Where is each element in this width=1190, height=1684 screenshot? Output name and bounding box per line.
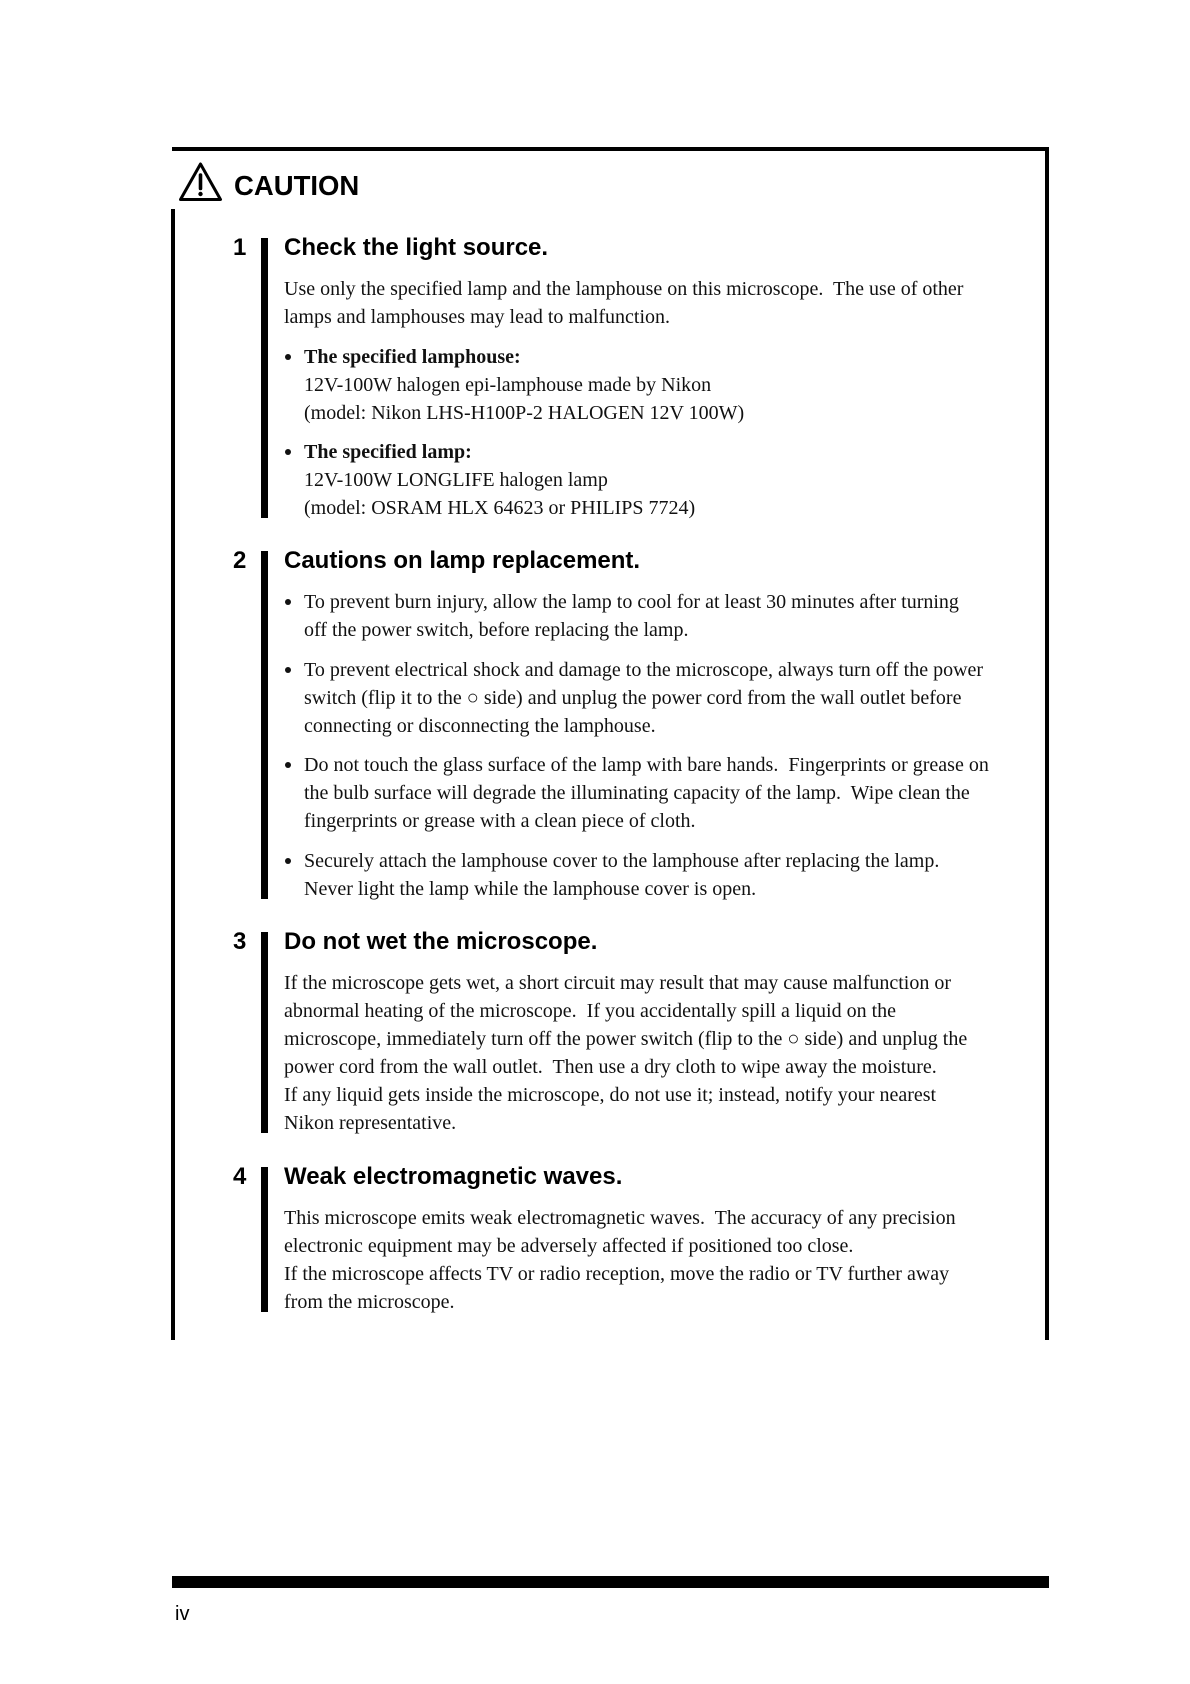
text-line: fingerprints or grease with a clean piece of cloth.: [304, 810, 696, 832]
bullet-dot-icon: [285, 449, 291, 455]
text-line: connecting or disconnecting the lamphouse.: [304, 714, 656, 737]
item-number: 4: [233, 1163, 247, 1190]
text-line: Use only the specified lamp and the lamphouse on this microscope. The use of other: [284, 278, 964, 300]
text-line: Never light the lamp while the lamphouse cover is open.: [304, 877, 757, 900]
item-paragraph: [284, 969, 1040, 1137]
text-line: microscope, immediately turn off the power switch (flip to the ○ side) and unplug the: [284, 1028, 968, 1050]
item-paragraph: [284, 275, 1040, 331]
text-line: lamps and lamphouses may lead to malfunction.: [284, 306, 671, 328]
bullet-item: [284, 847, 1040, 903]
caution-item-1: [0, 234, 1040, 522]
text-line: This microscope emits weak electromagnetic waves. The accuracy of any precision: [284, 1207, 956, 1229]
item-paragraph: [284, 1204, 1040, 1316]
text-line: To prevent electrical shock and damage to the microscope, always turn off the power: [304, 658, 984, 681]
text-line: (model: Nikon LHS-H100P-2 HALOGEN 12V 100W): [304, 401, 745, 424]
text-line: power cord from the wall outlet. Then use a dry cloth to wipe away the moisture.: [284, 1056, 937, 1078]
bullet-item: [284, 751, 1040, 835]
text-line: 12V-100W LONGLIFE halogen lamp: [304, 469, 608, 491]
text-line: If the microscope affects TV or radio reception, move the radio or TV further away: [284, 1263, 950, 1285]
text-line: Securely attach the lamphouse cover to the lamphouse after replacing the lamp.: [304, 849, 940, 872]
item-heading: Do not wet the microscope.: [284, 928, 598, 955]
text-line: To prevent burn injury, allow the lamp to cool for at least 30 minutes after turning: [304, 591, 959, 613]
text-line: If any liquid gets inside the microscope, do not use it; instead, notify your nearest: [284, 1084, 937, 1106]
text-line: If the microscope gets wet, a short circuit may result that may cause malfunction or: [284, 972, 952, 994]
text-line: (model: OSRAM HLX 64623 or PHILIPS 7724): [304, 497, 696, 519]
caution-box-right-border: [1045, 147, 1049, 1340]
text-line: electronic equipment may be adversely affected if positioned too close.: [284, 1235, 854, 1257]
item-number: 3: [233, 928, 247, 955]
warning-triangle-icon: [178, 161, 223, 202]
text-line: 12V-100W halogen epi-lamphouse made by Nikon: [304, 373, 712, 396]
item-heading: Check the light source.: [284, 234, 549, 261]
item-side-bar: [261, 551, 268, 899]
item-heading: Cautions on lamp replacement.: [284, 547, 641, 574]
caution-box-top-border: [172, 147, 1049, 151]
bullet-item: [284, 588, 1040, 644]
caution-item-4: [0, 1163, 1040, 1316]
bullet-title: The specified lamphouse:: [304, 345, 521, 368]
bullet-dot-icon: [285, 858, 291, 864]
item-side-bar: [261, 1167, 268, 1312]
text-line: Nikon representative.: [284, 1112, 457, 1134]
caution-item-2: [0, 547, 1040, 903]
text-line: off the power switch, before replacing the lamp.: [304, 619, 689, 641]
bullet-dot-icon: [285, 354, 291, 360]
item-heading: Weak electromagnetic waves.: [284, 1163, 623, 1190]
item-side-bar: [261, 238, 268, 518]
bullet-item: [284, 656, 1040, 740]
bullet-title: The specified lamp:: [304, 441, 472, 463]
bullet-dot-icon: [285, 762, 291, 768]
item-number: 1: [233, 234, 247, 261]
bullet-item: [284, 343, 1040, 427]
caution-item-3: [0, 928, 1040, 1137]
text-line: switch (flip it to the ○ side) and unplug the power cord from the wall outlet before: [304, 686, 962, 709]
bullet-dot-icon: [285, 667, 291, 673]
item-side-bar: [261, 932, 268, 1133]
footer-rule: [172, 1576, 1049, 1588]
page-number: iv: [175, 1603, 190, 1625]
caution-title: CAUTION: [234, 170, 360, 201]
bullet-item: [284, 438, 1040, 522]
item-number: 2: [233, 547, 247, 574]
text-line: Do not touch the glass surface of the lamp with bare hands. Fingerprints or grease on: [304, 754, 989, 776]
text-line: the bulb surface will degrade the illuminating capacity of the lamp. Wipe clean the: [304, 782, 970, 804]
text-line: from the microscope.: [284, 1291, 455, 1313]
bullet-dot-icon: [285, 599, 291, 605]
text-line: abnormal heating of the microscope. If you accidentally spill a liquid on the: [284, 1000, 897, 1022]
